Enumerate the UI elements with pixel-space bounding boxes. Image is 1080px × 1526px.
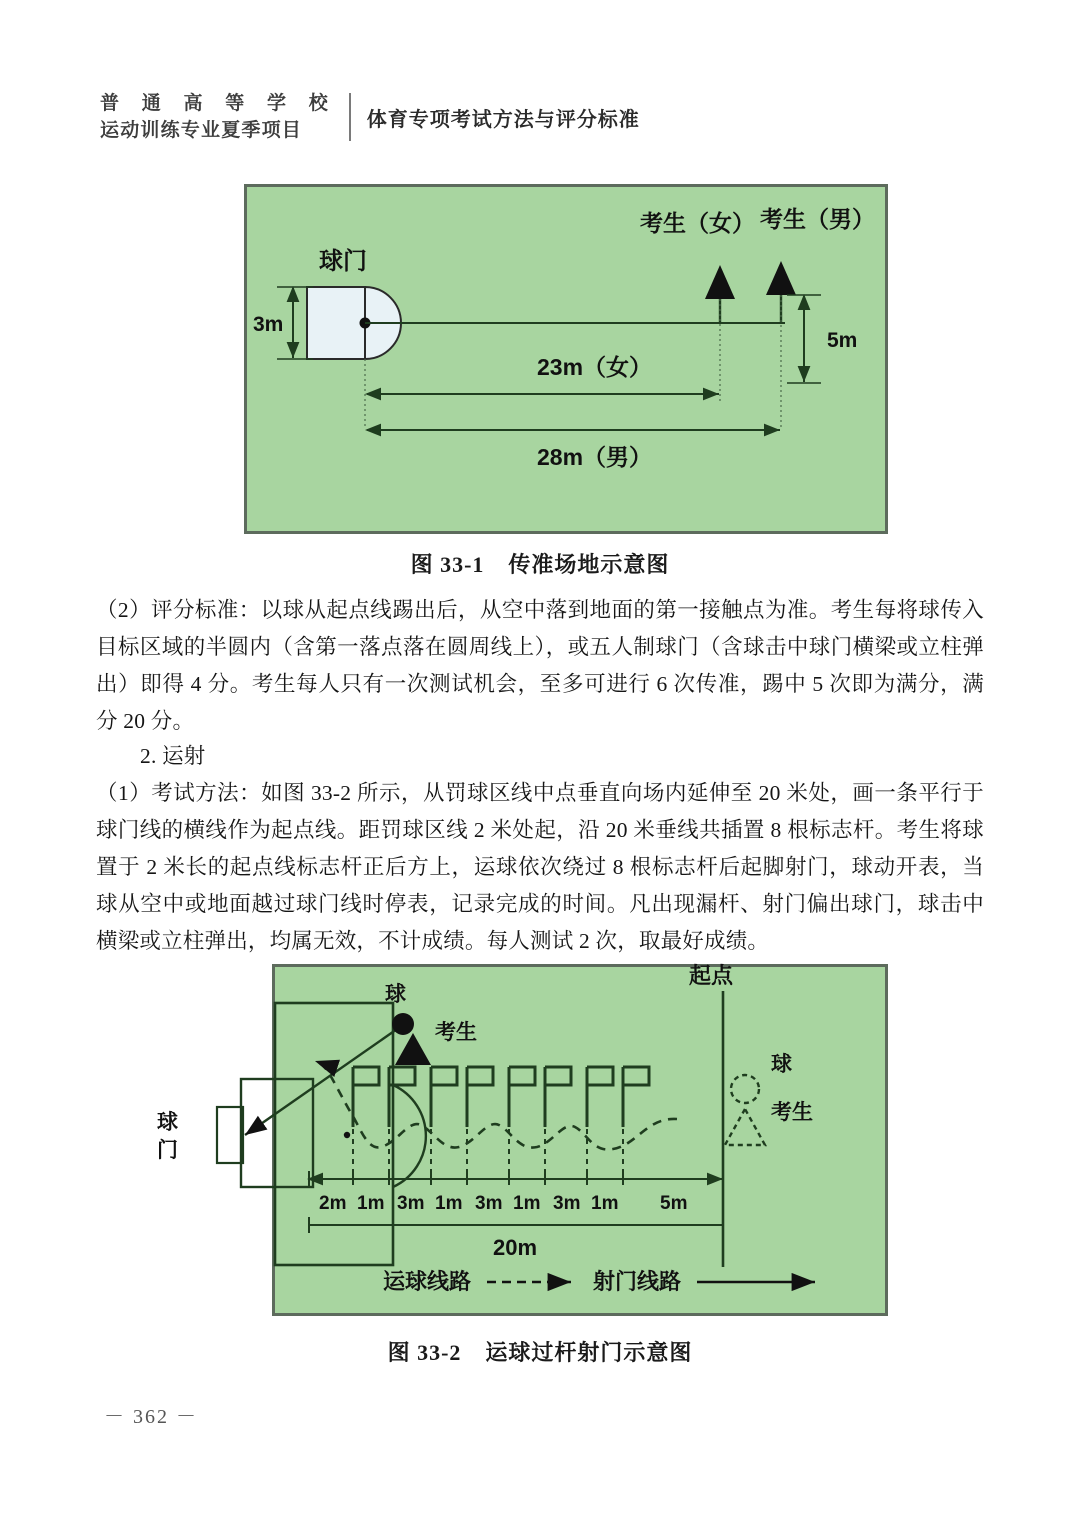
label-start-point: 起点 — [689, 963, 734, 988]
figure-33-1-caption-title: 传准场地示意图 — [508, 552, 670, 577]
pole-3 — [431, 1067, 457, 1127]
pole-8 — [623, 1067, 649, 1127]
ball-marker — [392, 1013, 414, 1035]
header-divider — [349, 93, 351, 141]
marker-poles — [353, 1067, 649, 1127]
paragraph-test-method: （1）考试方法：如图 33-2 所示，从罚球区线中点垂直向场内延伸至 20 米处，画一条平行于球门线的横线作为起点线。距罚球区线 2 米处起，沿 20 米垂线共插置 8 根标志杆。考生将球置于 2 米长的起点线标志杆正后方上，运球依次绕过 8 根标志杆后起脚射门，球动开表，当球从空中或地面越过球门线时停表，记录完成的时间。凡出现漏杆、射门偏出球门，球击中横梁或立柱弹出，均属无效，不计成绩。每人测试 2 次，取最好成绩。 — [96, 781, 984, 953]
segment-label-1: 1m — [357, 1193, 385, 1214]
segment-label-4: 3m — [475, 1193, 503, 1214]
figure-33-1-svg — [247, 187, 885, 531]
label-ball-near-goal: 球 — [385, 983, 406, 1006]
figure-33-1-caption-number: 图 33-1 — [410, 552, 485, 577]
examinee-at-start-marker — [725, 1109, 765, 1145]
pole-1 — [353, 1067, 379, 1127]
figure-33-2-caption — [0, 1336, 1080, 1367]
label-total-length: 20m — [493, 1235, 538, 1260]
paragraph-scoring-standard: （2）评分标准：以球从起点线踢出后，从空中落到地面的第一接触点为准。考生每将球传入目标区域的半圆内（含第一落点落在圆周线上），或五人制球门（含球击中球门横梁或立柱弹出）即得 4 分。考生每人只有一次测试机会，至多可进行 6 次传准，踢中 5 次即为满分，满分 20 分。 — [96, 598, 984, 733]
header-left-line1: 普 通 高 等 学 校 — [100, 93, 337, 114]
figure-33-1 — [244, 184, 888, 534]
segment-label-6: 3m — [553, 1193, 581, 1214]
label-goal-2: 门 — [157, 1139, 178, 1162]
label-examinee-near-goal: 考生 — [435, 1021, 477, 1044]
label-goal: 球门 — [319, 248, 367, 275]
figure-33-2-legend — [383, 1269, 815, 1294]
pole-4 — [467, 1067, 493, 1127]
pole-5 — [509, 1067, 535, 1127]
ball-at-start-marker — [731, 1075, 759, 1103]
offset-dimension — [787, 295, 821, 383]
figure-33-2-svg — [157, 963, 885, 1313]
goal-shape — [307, 287, 401, 359]
segment-label-5: 1m — [513, 1193, 541, 1214]
examinee-male-marker — [766, 261, 796, 323]
segment-label-7: 1m — [591, 1193, 619, 1214]
label-examinee-female: 考生（女） — [640, 210, 755, 236]
label-5m: 5m — [827, 329, 858, 352]
segment-label-0: 2m — [319, 1193, 347, 1214]
label-3m: 3m — [253, 313, 284, 336]
label-distance-female: 23m（女） — [537, 354, 653, 380]
label-ball-at-start: 球 — [771, 1053, 792, 1076]
label-examinee-male: 考生（男） — [760, 206, 875, 232]
figure-33-2-caption-title: 运球过杆射门示意图 — [485, 1340, 693, 1365]
header-left-title — [100, 90, 337, 144]
segment-label-8: 5m — [660, 1193, 688, 1214]
page-header — [100, 86, 960, 148]
legend-dribble-label: 运球线路 — [383, 1269, 472, 1294]
pole-6 — [545, 1067, 571, 1127]
examinee-marker — [395, 1033, 431, 1065]
figure-33-2-caption-number: 图 33-2 — [387, 1340, 462, 1365]
label-goal: 球 — [157, 1111, 178, 1134]
legend-shoot-label: 射门线路 — [593, 1269, 682, 1294]
shooting-line — [245, 1027, 400, 1135]
label-examinee-at-start: 考生 — [771, 1101, 813, 1124]
page-number: － 362 － — [104, 1406, 198, 1428]
figure-33-1-caption — [0, 548, 1080, 579]
label-distance-male: 28m（男） — [537, 444, 653, 470]
segment-label-3: 1m — [435, 1193, 463, 1214]
segment-labels — [319, 1193, 687, 1214]
pole-7 — [587, 1067, 613, 1127]
penalty-spot — [344, 1132, 350, 1138]
segment-label-2: 3m — [397, 1193, 425, 1214]
header-right-title: 体育专项考试方法与评分标准 — [366, 108, 640, 131]
figure-33-2 — [157, 963, 888, 1316]
goal-mouth — [217, 1107, 243, 1163]
header-left-line2: 运动训练专业夏季项目 — [100, 120, 303, 141]
heading-dribble-shoot: 2. 运射 — [140, 744, 206, 768]
